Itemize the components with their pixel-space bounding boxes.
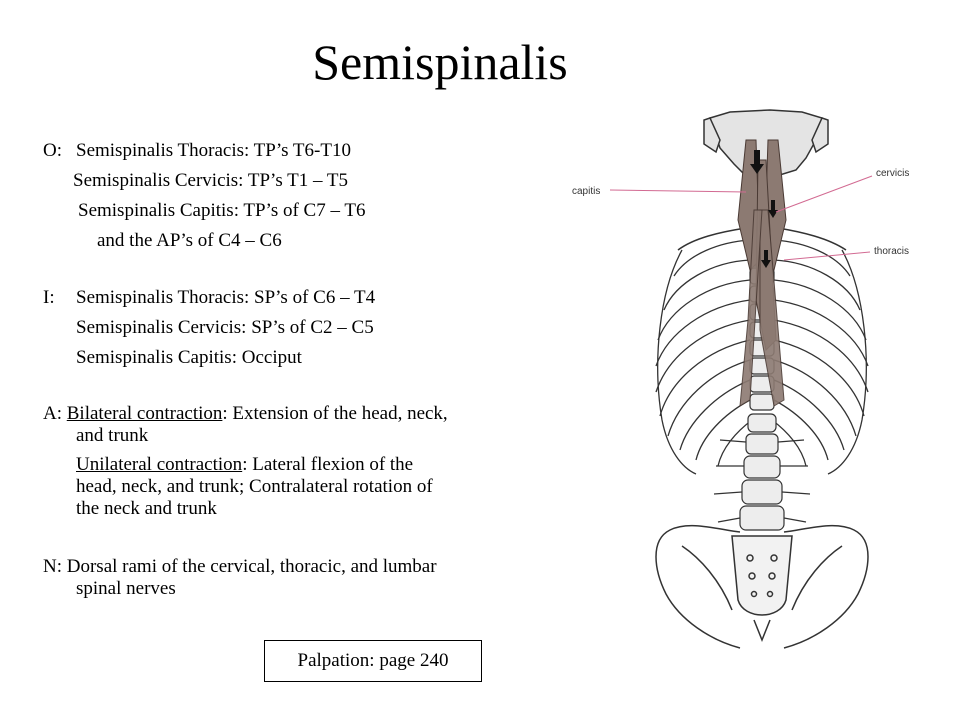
origin-thoracis: Semispinalis Thoracis: TP’s T6-T10 bbox=[76, 140, 351, 161]
nerve-line1: N: Dorsal rami of the cervical, thoracic, and lumbar bbox=[43, 556, 437, 577]
leader-cervicis bbox=[776, 176, 872, 212]
unilateral-text: : Lateral flexion of the bbox=[242, 454, 414, 475]
origin-capitis: Semispinalis Capitis: TP’s of C7 – T6 bbox=[78, 200, 366, 221]
shoulder-right bbox=[778, 228, 846, 250]
palpation-box: Palpation: page 240 bbox=[264, 640, 482, 682]
unilateral-line2: head, neck, and trunk; Contralateral rotation of bbox=[76, 476, 433, 497]
leader-capitis bbox=[610, 190, 746, 192]
insertion-capitis: Semispinalis Capitis: Occiput bbox=[76, 347, 302, 368]
action-bilateral bbox=[43, 403, 448, 425]
shoulder-left bbox=[678, 228, 746, 250]
origin-prefix: O: bbox=[43, 140, 62, 161]
spine-muscle-illustration bbox=[570, 100, 950, 660]
label-cervicis: cervicis bbox=[876, 168, 910, 179]
bilateral-text: : Extension of the head, neck, bbox=[222, 403, 448, 424]
insertion-prefix: I: bbox=[43, 287, 55, 308]
action-unilateral bbox=[76, 454, 413, 476]
bilateral-label: Bilateral contraction bbox=[66, 403, 223, 424]
pelvis bbox=[656, 526, 868, 648]
origin-capitis-cont: and the AP’s of C4 – C6 bbox=[97, 230, 282, 251]
bilateral-cont: and trunk bbox=[76, 425, 149, 446]
insertion-thoracis: Semispinalis Thoracis: SP’s of C6 – T4 bbox=[76, 287, 376, 308]
label-thoracis: thoracis bbox=[874, 246, 910, 257]
action-prefix: A: bbox=[43, 403, 62, 424]
unilateral-line3: the neck and trunk bbox=[76, 498, 217, 519]
leader-thoracis bbox=[784, 252, 870, 260]
page-title: Semispinalis bbox=[312, 34, 568, 90]
unilateral-label: Unilateral contraction bbox=[76, 454, 243, 475]
nerve-line2: spinal nerves bbox=[76, 578, 176, 599]
insertion-cervicis: Semispinalis Cervicis: SP’s of C2 – C5 bbox=[76, 317, 374, 338]
origin-cervicis: Semispinalis Cervicis: TP’s T1 – T5 bbox=[73, 170, 348, 191]
label-capitis: capitis bbox=[572, 186, 601, 197]
